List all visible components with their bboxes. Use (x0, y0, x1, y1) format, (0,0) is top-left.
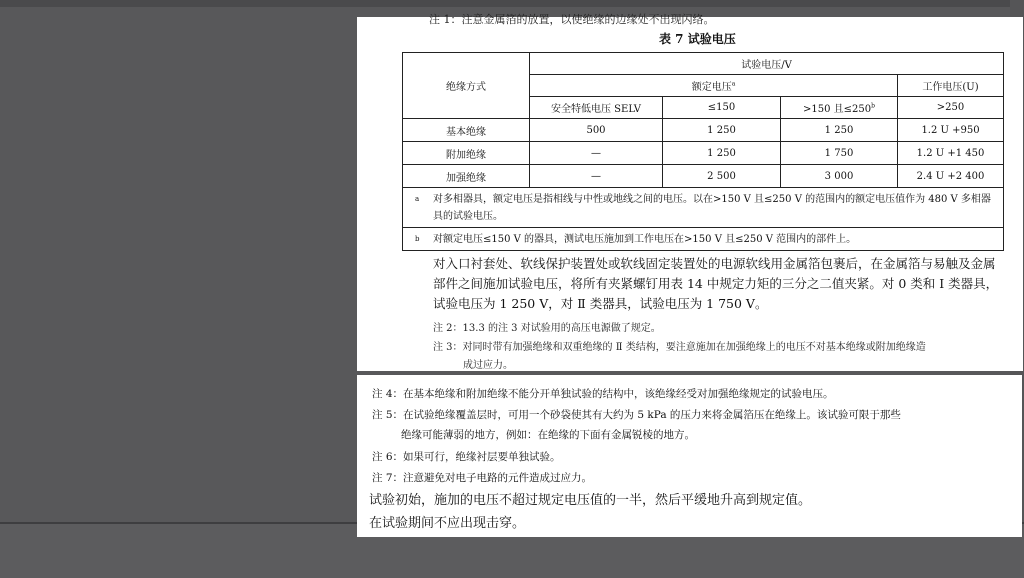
table-header-row-1 (403, 53, 1004, 75)
note-3-line-1: 注 3：对同时带有加强绝缘和双重绝缘的 Ⅱ 类结构，要注意施加在加强绝缘上的电压不对基本绝缘或附加绝缘造 (433, 342, 926, 353)
cell: — (530, 165, 663, 188)
document-page-2 (357, 375, 1022, 537)
cell: 1.2 U +950 (898, 119, 1004, 142)
background-top-stripe (0, 0, 1024, 7)
cell: 1 250 (663, 119, 781, 142)
main-paragraph: 对入口衬套处、软线保护装置处或软线固定装置处的电源软线用金属箔包裹后，在金属箔与易触及金属部件之间施加试验电压，将所有夹紧螺钉用表 14 中规定力矩的三分之二值夹紧。对 0 类和 Ⅰ 类器具，试验电压为 1 250 V，对 Ⅱ 类器具，试验电压为 1 750 V。 (433, 256, 999, 311)
header-le150: ≤150 (663, 97, 781, 119)
table-row (403, 165, 1004, 188)
row-label: 附加绝缘 (403, 142, 530, 165)
row-label: 加强绝缘 (403, 165, 530, 188)
cell: 1 250 (781, 119, 898, 142)
header-working-voltage: 工作电压(U) (898, 75, 1004, 97)
cell: 3 000 (781, 165, 898, 188)
cell: 2 500 (663, 165, 781, 188)
cell: — (530, 142, 663, 165)
note-2: 注 2：13.3 的注 3 对试验用的高压电源做了规定。 (433, 323, 661, 334)
footnote-a: a 对多相器具，额定电压是指相线与中性或地线之间的电压。以在>150 V 且≤250 V 的范围内的额定电压值作为 480 V 多相器具的试验电压。 (403, 188, 1004, 228)
header-rated-voltage: 额定电压$^a$ (530, 75, 898, 97)
note-3-line-2: 成过应力。 (463, 360, 513, 371)
cell: 1 250 (663, 142, 781, 165)
cell: 1.2 U +1 450 (898, 142, 1004, 165)
header-test-voltage: 试验电压/V (530, 53, 1004, 75)
row-label: 基本绝缘 (403, 119, 530, 142)
body-line-1: 试验初始，施加的电压不超过规定电压值的一半，然后平缓地升高到规定值。 (369, 493, 812, 508)
note-4: 注 4：在基本绝缘和附加绝缘不能分开单独试验的结构中，该绝缘经受对加强绝缘规定的试验电压。 (372, 388, 834, 400)
table-title: 表 7 试验电压 (659, 32, 736, 46)
note-5-line-2: 绝缘可能薄弱的地方，例如：在绝缘的下面有金属锐棱的地方。 (401, 429, 695, 441)
document-page-1 (357, 13, 1023, 371)
cell: 2.4 U +2 400 (898, 165, 1004, 188)
table-footnote-row-a (403, 188, 1004, 228)
header-insulation: 绝缘方式 (403, 53, 530, 119)
table-row (403, 142, 1004, 165)
header-selv: 安全特低电压 SELV (530, 97, 663, 119)
footnote-b: b 对额定电压≤150 V 的器具，测试电压施加到工作电压在>150 V 且≤250 V 范围内的部件上。 (403, 228, 1004, 251)
body-line-2: 在试验期间不应出现击穿。 (369, 516, 526, 531)
table-footnote-row-b (403, 228, 1004, 251)
cell: 500 (530, 119, 663, 142)
note-6: 注 6：如果可行，绝缘衬层要单独试验。 (372, 451, 561, 463)
note-5-line-1: 注 5：在试验绝缘覆盖层时，可用一个砂袋使其有大约为 5 kPa 的压力来将金属箔压在绝缘上。该试验可限于那些 (372, 409, 901, 421)
table-row (403, 119, 1004, 142)
note-1: 注 1：注意金属箔的放置，以使绝缘的边缘处不出现闪络。 (429, 13, 715, 26)
header-150-250: >150 且$\le 250^b$ (781, 97, 898, 119)
cell: 1 750 (781, 142, 898, 165)
header-gt250: >250 (898, 97, 1004, 119)
note-7: 注 7：注意避免对电子电路的元件造成过应力。 (372, 472, 593, 484)
test-voltage-table (402, 52, 1004, 251)
